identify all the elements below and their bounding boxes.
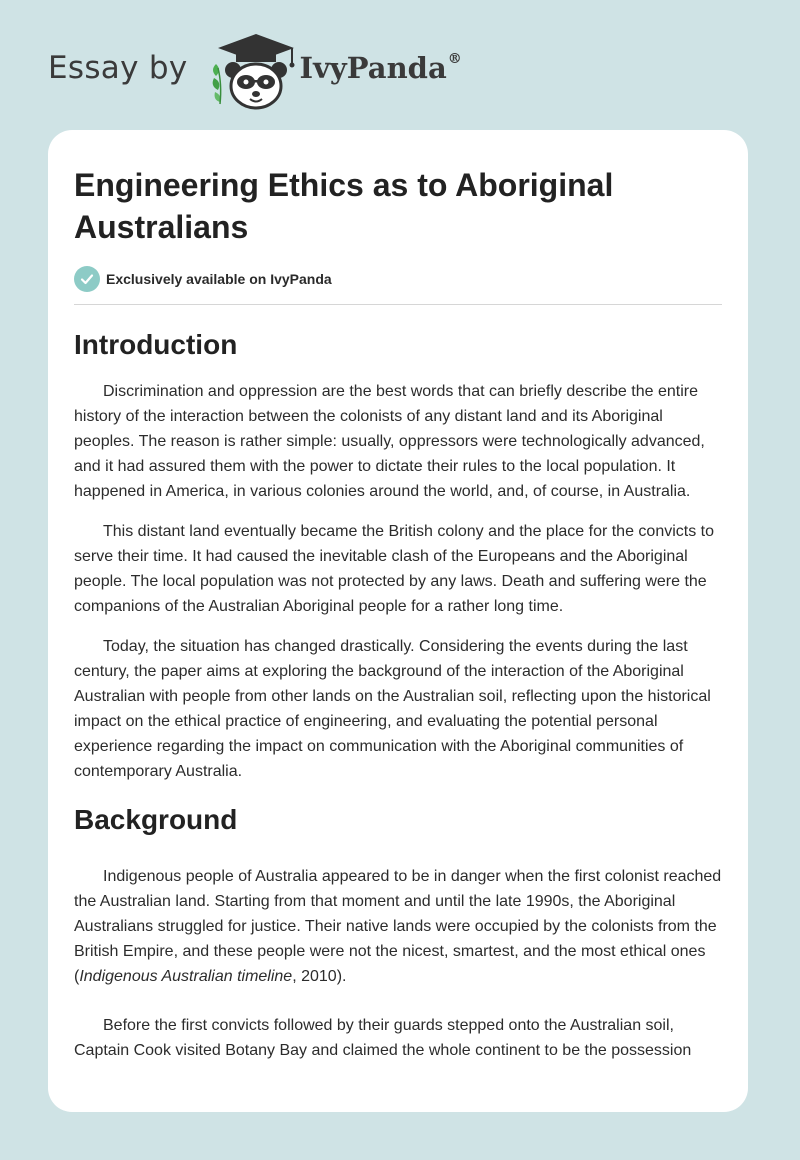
intro-paragraph-1: Discrimination and oppression are the best words that can briefly describe the entire history of the interaction between the colonists of any distant land and its Aboriginal peoples. The reason is rather simple: usually, oppressors were technologically advanced, and it had assured them with the power to dictate their rules to the local population. It happened in America, in various colonies around the world, and, of course, in Australia. xyxy=(74,383,705,500)
site-header xyxy=(48,34,462,114)
section-heading-background: Background xyxy=(74,804,238,835)
page-title: Engineering Ethics as to Aboriginal Australians xyxy=(74,167,614,245)
background-paragraph-1: Indigenous people of Australia appeared to be in danger when the first colonist reached the Australian land. Starting from that moment and until the late 1990s, the Aboriginal Australians struggled for justice. Their native lands were occupied by the colonists from the British Empire, and these people were not the nicest, smartest, and the most ethical ones (Indigenous Australian timeline, 2010). xyxy=(74,868,722,985)
citation-title: Indigenous Australian timeline xyxy=(79,968,293,985)
divider xyxy=(74,304,722,305)
essay-card xyxy=(48,130,748,1112)
section-heading-introduction: Introduction xyxy=(74,329,238,360)
background-paragraph-2: Before the first convicts followed by their guards stepped onto the Australian soil, Captain Cook visited Botany Bay and claimed the whole continent to be the possession xyxy=(74,1017,692,1059)
intro-paragraph-3: Today, the situation has changed drastically. Considering the events during the last century, the paper aims at exploring the background of the interaction of the Aboriginal Australian with people from other lands on the Australian soil, reflecting upon the historical impact on the ethical practice of engineering, and evaluating the potential personal experience regarding the impact on communication with the Aboriginal communities of contemporary Australia. xyxy=(74,638,711,780)
intro-paragraph-2: This distant land eventually became the British colony and the place for the convicts to serve their time. It had caused the inevitable clash of the Europeans and the Aboriginal people. The local population was not protected by any laws. Death and suffering were the companions of the Australian Aboriginal people for a rather long time. xyxy=(74,523,715,615)
panda-logo-icon[interactable] xyxy=(206,32,298,112)
check-circle-icon xyxy=(74,266,100,292)
brand-name[interactable]: IvyPanda® xyxy=(299,51,462,85)
exclusive-badge xyxy=(74,266,722,292)
brand-prefix: Essay by xyxy=(48,50,188,86)
badge-text: Exclusively available on IvyPanda xyxy=(106,271,332,287)
